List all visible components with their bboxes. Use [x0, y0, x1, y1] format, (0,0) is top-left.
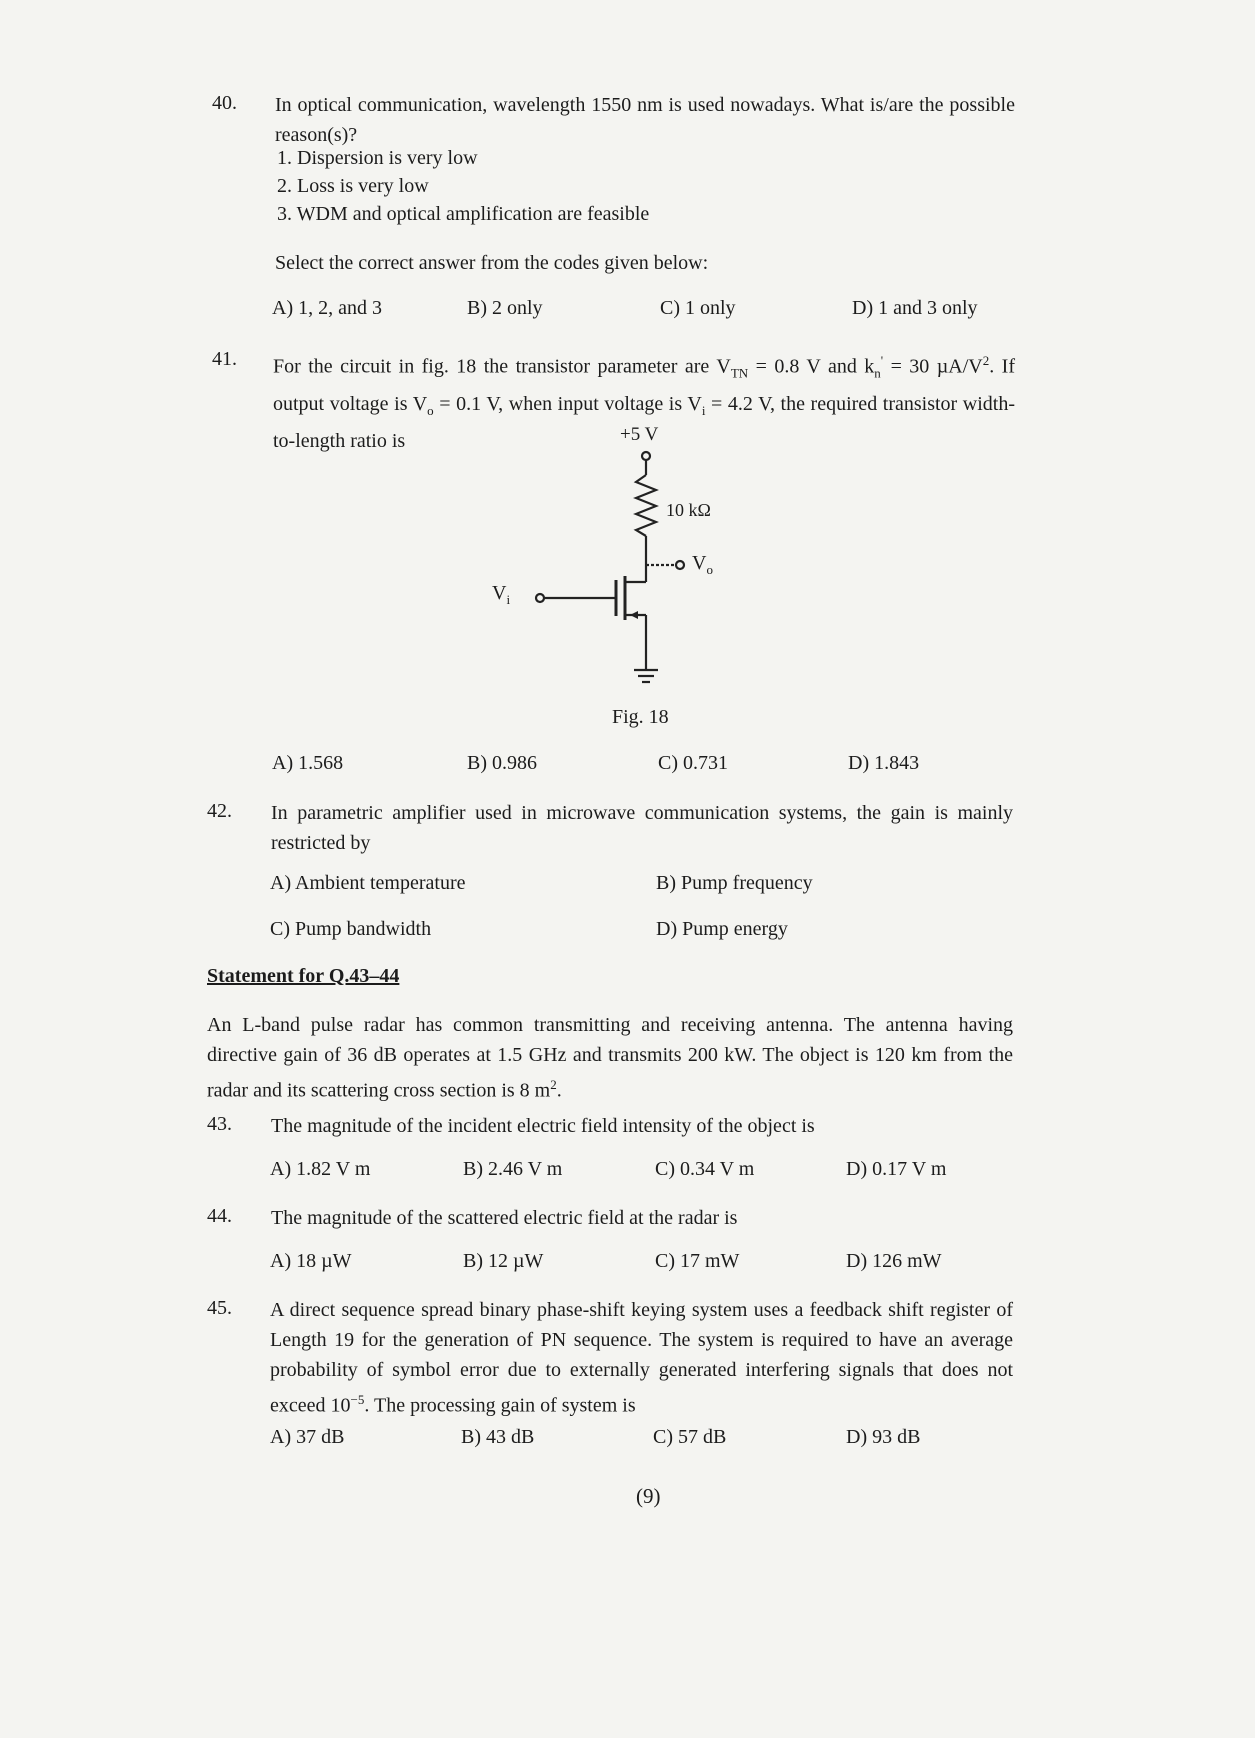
question-42-option-b: B) Pump frequency	[656, 872, 813, 894]
question-41-option-c: C) 0.731	[658, 752, 728, 774]
page-number: (9)	[636, 1484, 661, 1508]
statement-text: An L-band pulse radar has common transmitting and receiving antenna. The antenna having directive gain of 36 dB operates at 1.5 GHz and transmits 200 kW. The object is 120 km from the radar and its scattering cross section is 8 $m^2$.	[207, 1014, 1013, 1102]
nmos-circuit-diagram	[480, 420, 780, 710]
question-43-option-c: C) 0.34 V m	[655, 1158, 755, 1180]
question-44-option-c: C) 17 mW	[655, 1250, 740, 1272]
question-40-option-b: B) 2 only	[467, 297, 543, 319]
question-45-text: A direct sequence spread binary phase-shift keying system uses a feedback shift register of Length 19 for the generation of PN sequence. The system is required to have an average probability of symbol error due to externally generated interfering signals that does not exceed $10^{-5}$. The processing gain of system is	[270, 1299, 1013, 1417]
question-45-option-d: D) 93 dB	[846, 1426, 921, 1448]
figure-caption: Fig. 18	[612, 706, 669, 728]
resistor-label: 10 kΩ	[666, 500, 711, 520]
question-41-number: 41.	[212, 348, 237, 370]
question-41-option-a: A) 1.568	[272, 752, 344, 774]
circuit-figure-18	[480, 420, 780, 710]
question-40-text: In optical communication, wavelength 1550 nm is used nowadays. What is/are the possible reason(s)?	[275, 94, 1015, 146]
question-44-text: The magnitude of the scattered electric field at the radar is	[271, 1207, 738, 1229]
question-42-text: In parametric amplifier used in microwave communication systems, the gain is mainly restricted by	[271, 802, 1013, 854]
question-45-option-c: C) 57 dB	[653, 1426, 727, 1448]
question-41-option-b: B) 0.986	[467, 752, 537, 774]
supply-voltage-label: +5 V	[620, 424, 659, 445]
question-42-number: 42.	[207, 800, 232, 822]
output-voltage-label: $V_o$	[692, 552, 713, 577]
question-44-option-d: D) 126 mW	[846, 1250, 942, 1272]
question-40-item-1: 1. Dispersion is very low	[277, 147, 478, 169]
question-44-option-b: B) 12 µW	[463, 1250, 544, 1272]
question-43-option-b: B) 2.46 V m	[463, 1158, 563, 1180]
statement-heading: Statement for Q.43–44	[207, 965, 400, 987]
question-40-item-2: 2. Loss is very low	[277, 175, 429, 197]
question-45-option-a: A) 37 dB	[270, 1426, 345, 1448]
question-45-number: 45.	[207, 1297, 232, 1319]
question-40-option-a: A) 1, 2, and 3	[272, 297, 382, 319]
question-40-instruction: Select the correct answer from the codes given below:	[275, 252, 709, 274]
question-40-option-c: C) 1 only	[660, 297, 736, 319]
question-45-option-b: B) 43 dB	[461, 1426, 535, 1448]
question-44-number: 44.	[207, 1205, 232, 1227]
question-42-option-c: C) Pump bandwidth	[270, 918, 432, 940]
input-voltage-label: $V_i$	[492, 582, 511, 607]
question-42-option-d: D) Pump energy	[656, 918, 788, 940]
question-41-option-d: D) 1.843	[848, 752, 920, 774]
question-40-number: 40.	[212, 92, 237, 114]
question-40-option-d: D) 1 and 3 only	[852, 297, 978, 319]
question-43-number: 43.	[207, 1113, 232, 1135]
question-42-option-a: A) Ambient temperature	[270, 872, 466, 894]
question-43-option-a: A) 1.82 V m	[270, 1158, 371, 1180]
question-44-option-a: A) 18 µW	[270, 1250, 352, 1272]
question-43-option-d: D) 0.17 V m	[846, 1158, 947, 1180]
question-41-text: For the circuit in fig. 18 the transistor parameter are $V_{TN} = 0.8$ V and $k_n' = 30$ $\mu A/V^2$. If output voltage is $V_o = 0.1$ V, when input voltage is $V_i = 4.2$ V, the required transistor width-to-length ratio is	[273, 353, 1016, 452]
question-40-item-3: 3. WDM and optical amplification are feasible	[277, 203, 650, 225]
question-43-text: The magnitude of the incident electric field intensity of the object is	[271, 1115, 815, 1137]
